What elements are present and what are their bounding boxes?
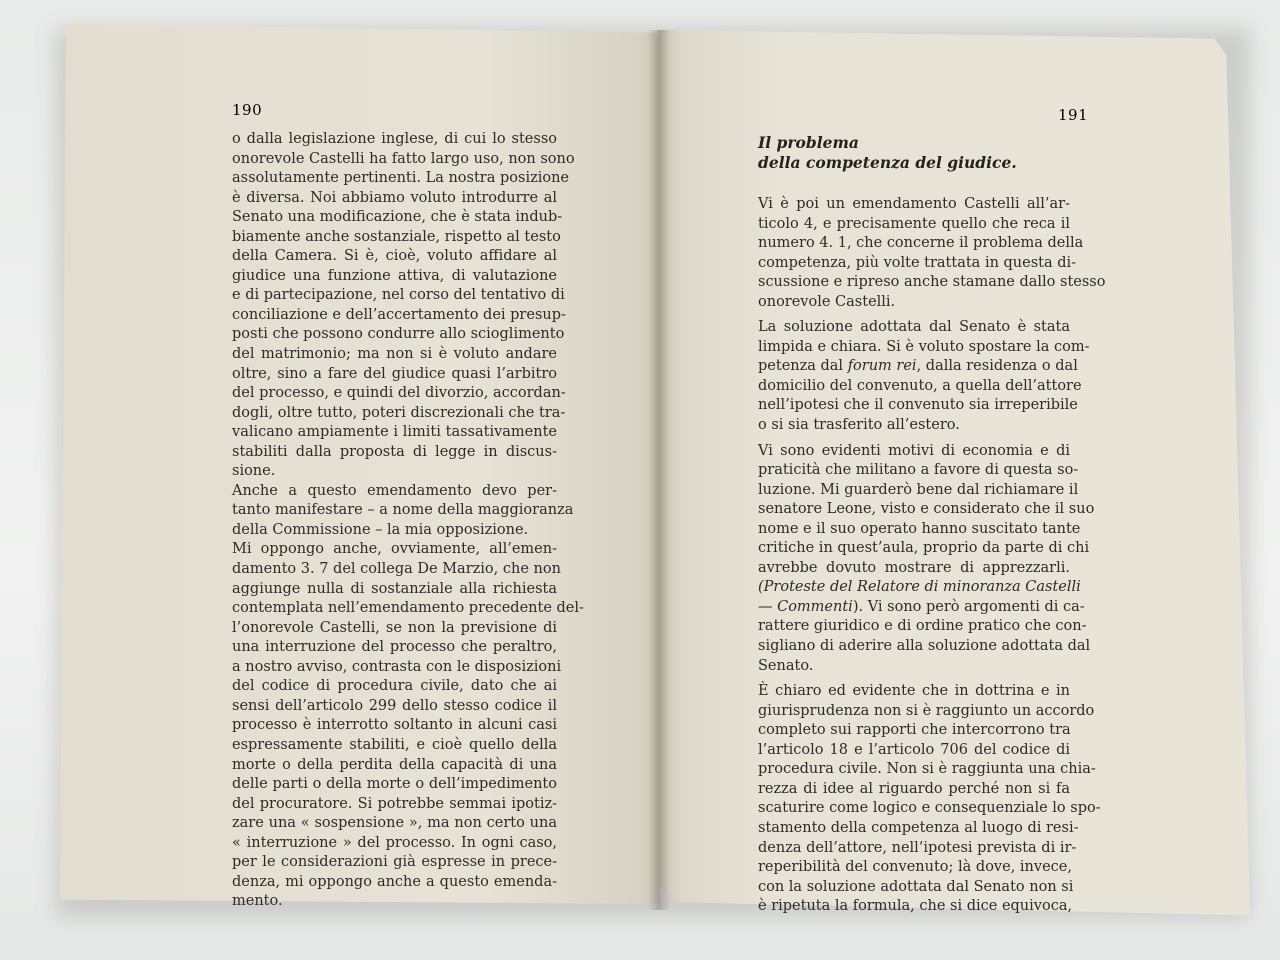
text-line: luzione. Mi guarderò bene dal richiamare il [758,481,1079,498]
left-page-number: 190 [232,101,263,119]
text-line: ticolo 4, e precisamente quello che reca il [758,215,1070,232]
text-line: l’articolo 18 e l’articolo 706 del codice di [758,741,1070,758]
italic-fragment: forum rei [847,358,917,375]
right-page-text [758,195,1106,917]
text-line: o si sia trasferito all’estero. [758,417,960,434]
text-line: La soluzione adottata dal Senato è stata [758,319,1070,336]
text-line: rezza di idee al riguardo perché non si fa [758,780,1070,797]
text-line: valicano ampiamente i limiti tassativamente [232,424,557,441]
italic-fragment: (Proteste del Relatore di minoranza Castelli [758,579,1081,596]
text-line: Vi è poi un emendamento Castelli all’ar- [758,196,1070,212]
text-line [758,357,1078,377]
text-line: damento 3. 7 del collega De Marzio, che non [232,561,561,578]
text-line: stabiliti dalla proposta di legge in discus- [232,443,557,460]
text-line: Senato una modificazione, che è stata indub- [232,209,563,226]
text-line: sigliano di aderire alla soluzione adottata dal [758,638,1091,655]
text-line: e di partecipazione, nel corso del tentativo di [232,287,565,304]
text-line: una interruzione del processo che peraltro, [232,639,557,656]
book-gutter [648,30,670,910]
text-line: è diversa. Noi abbiamo voluto introdurre al [232,189,557,206]
text-line: con la soluzione adottata dal Senato non si [758,878,1074,895]
text-line: per le considerazioni già espresse in prece- [232,854,557,871]
text-line: numero 4. 1, che concerne il problema della [758,235,1084,252]
text-line: processo è interrotto soltanto in alcuni casi [232,717,557,734]
text-line [758,598,1085,618]
italic-fragment: — Commenti [758,598,853,615]
text-line: sione. [232,463,276,480]
text-line: nell’ipotesi che il convenuto sia irreperibile [758,397,1078,414]
text-fragment: ). Vi sono però argomenti di ca- [852,598,1085,615]
text-line: rattere giuridico e di ordine pratico che con- [758,618,1087,635]
text-line: sensi dell’articolo 299 dello stesso codice il [232,697,557,714]
text-line: zare una « sospensione », ma non certo una [232,815,557,832]
text-line: scaturire come logico e consequenziale lo spo- [758,800,1101,817]
text-line: avrebbe dovuto mostrare di apprezzarli. [758,559,1070,576]
left-page-text [232,130,584,912]
text-line: aggiunge nulla di sostanziale alla richiesta [232,580,557,597]
text-line: stamento della competenza al luogo di resi- [758,819,1079,836]
text-line: biamente anche sostanziale, rispetto al testo [232,228,561,245]
heading-line-2: della competenza del giudice. [758,153,1017,172]
text-line: reperibilità del convenuto; là dove, invece, [758,859,1072,876]
text-line: procedura civile. Non si è raggiunta una chia- [758,761,1096,778]
text-line: senatore Leone, visto e considerato che il suo [758,501,1095,518]
text-line: del matrimonio; ma non si è voluto andare [232,346,557,363]
text-line: della Commissione – la mia opposizione. [232,521,529,538]
text-line: nome e il suo operato hanno suscitato tante [758,520,1081,537]
text-line: denza, mi oppongo anche a questo emenda- [232,873,557,890]
text-line: assolutamente pertinenti. La nostra posizione [232,170,570,187]
text-line: oltre, sino a fare del giudice quasi l’arbitro [232,365,557,382]
heading-line-1: Il problema [758,133,859,152]
text-fragment: , dalla residenza o dal [916,358,1078,375]
text-line: o dalla legislazione inglese, di cui lo stesso [232,131,557,147]
text-line: Mi oppongo anche, ovviamente, all’emen- [232,541,557,558]
text-line: scussione e ripreso anche stamane dallo stesso [758,274,1106,291]
text-line: contemplata nell’emendamento precedente del- [232,600,584,617]
text-fragment: petenza dal [758,358,848,375]
section-heading [758,133,1088,173]
text-line: praticità che militano a favore di questa so- [758,462,1079,479]
text-line: della Camera. Si è, cioè, voluto affidare al [232,248,557,265]
text-line [758,578,1081,598]
text-line: onorevole Castelli ha fatto largo uso, non sono [232,150,575,167]
text-line: completo sui rapporti che intercorrono tra [758,722,1071,739]
text-line: limpida e chiara. Si è voluto spostare la com- [758,338,1090,355]
text-line: delle parti o della morte o dell’impedimento [232,776,557,793]
text-line: mento. [232,893,283,910]
text-line: morte o della perdita della capacità di una [232,756,557,773]
text-line: conciliazione e dell’accertamento dei presup- [232,306,566,323]
text-line: denza dell’attore, nell’ipotesi prevista di ir- [758,839,1077,856]
text-line: È chiaro ed evidente che in dottrina e in [758,683,1070,700]
text-line: domicilio del convenuto, a quella dell’attore [758,377,1082,394]
text-line: del procuratore. Si potrebbe semmai ipotiz- [232,795,557,812]
text-line: del processo, e quindi del divorzio, accordan- [232,385,566,402]
text-line: « interruzione » del processo. In ogni caso, [232,834,557,851]
text-line: critiche in quest’aula, proprio da parte di chi [758,540,1090,557]
text-line: tanto manifestare – a nome della maggioranza [232,502,574,519]
text-line: competenza, più volte trattata in questa di- [758,254,1077,271]
text-line: espressamente stabiliti, e cioè quello della [232,736,557,753]
text-line: dogli, oltre tutto, poteri discrezionali che tra- [232,404,566,421]
text-line: posti che possono condurre allo scioglimento [232,326,565,343]
text-line: Senato. [758,657,814,674]
text-line: del codice di procedura civile, dato che ai [232,678,557,695]
text-line: giurisprudenza non si è raggiunto un accordo [758,702,1095,719]
text-line: l’onorevole Castelli, se non la previsione di [232,619,557,636]
text-line: giudice una funzione attiva, di valutazione [232,267,557,284]
text-line: Vi sono evidenti motivi di economia e di [758,442,1070,459]
text-line: onorevole Castelli. [758,293,896,310]
text-line: a nostro avviso, contrasta con le disposizioni [232,658,562,675]
right-page-number: 191 [1058,106,1089,124]
text-line: è ripetuta la formula, che si dice equivoca, [758,898,1073,915]
text-line: Anche a questo emendamento devo per- [232,482,557,499]
